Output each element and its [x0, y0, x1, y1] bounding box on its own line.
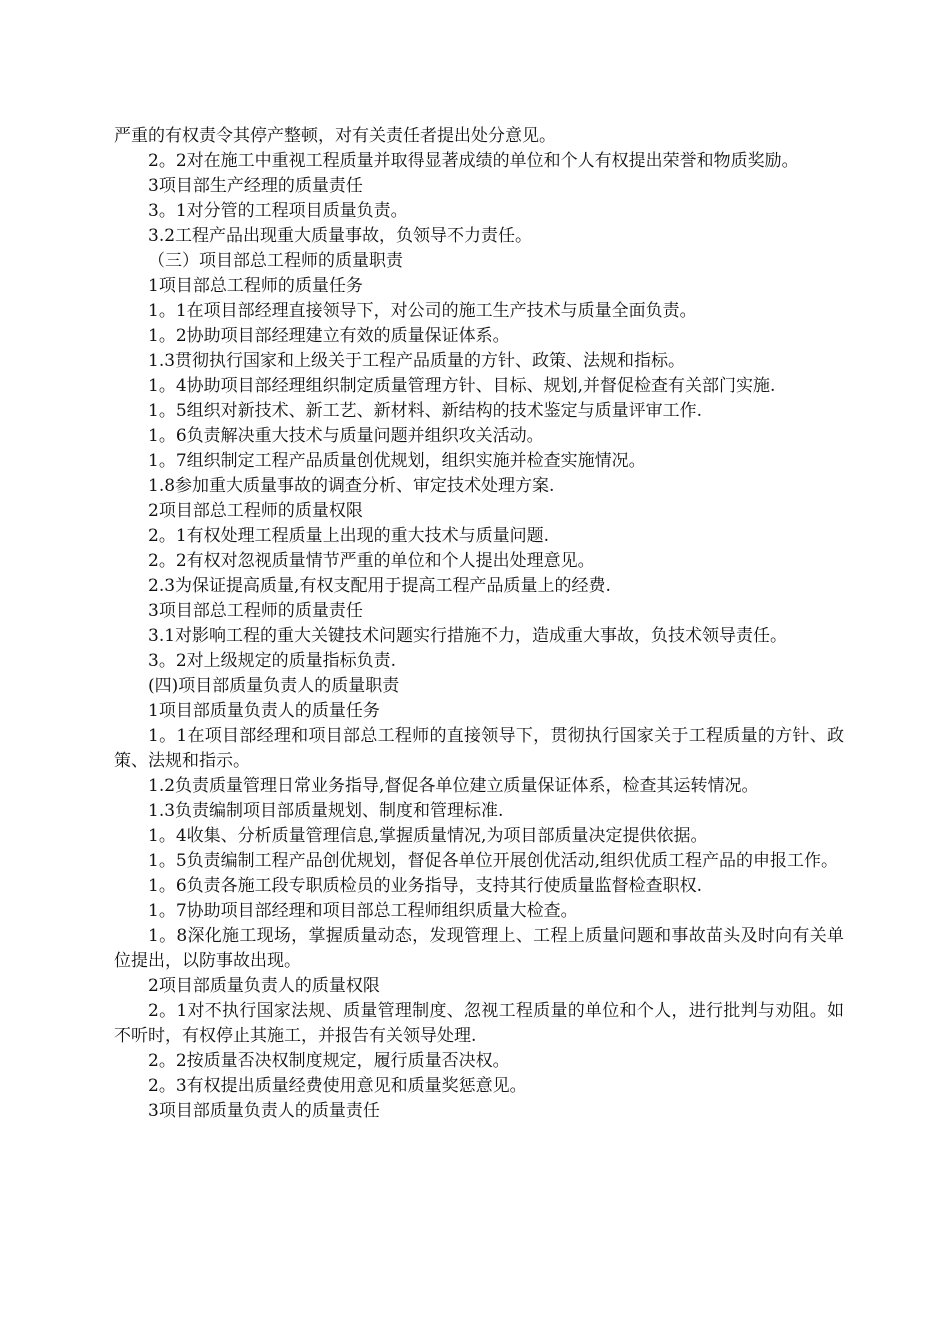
paragraph: 2。2对在施工中重视工程质量并取得显著成绩的单位和个人有权提出荣誉和物质奖励。: [148, 151, 799, 171]
paragraph: 1。4收集、分析质量管理信息,掌握质量情况,为项目部质量决定提供依据。: [148, 826, 708, 846]
chapter-heading: （三）项目部总工程师的质量职责: [148, 251, 403, 271]
paragraph: 2。1有权处理工程质量上出现的重大技术与质量问题.: [148, 526, 550, 546]
paragraph: 1.3贯彻执行国家和上级关于工程产品质量的方针、政策、法规和指标。: [148, 351, 686, 371]
paragraph: 1。2协助项目部经理建立有效的质量保证体系。: [148, 326, 510, 346]
paragraph: 2。1对不执行国家法规、质量管理制度、忽视工程质量的单位和个人，进行批判与劝阻。如不听时，有权停止其施工，并报告有关领导处理.: [114, 1001, 844, 1046]
paragraph: 1。6负责各施工段专职质检员的业务指导，支持其行使质量监督检查职权.: [148, 876, 703, 896]
paragraph: 2。2按质量否决权制度规定，履行质量否决权。: [148, 1051, 510, 1071]
document-body: [114, 124, 844, 1124]
paragraph: 1。5组织对新技术、新工艺、新材料、新结构的技术鉴定与质量评审工作.: [148, 401, 703, 421]
section-heading: 2项目部质量负责人的质量权限: [148, 976, 380, 996]
paragraph: 1。7组织制定工程产品质量创优规划，组织实施并检查实施情况。: [148, 451, 646, 471]
section-heading: 2项目部总工程师的质量权限: [148, 501, 363, 521]
section-heading: 1项目部总工程师的质量任务: [148, 276, 363, 296]
paragraph: 1.3负责编制项目部质量规划、制度和管理标准.: [148, 801, 504, 821]
paragraph: 1.8参加重大质量事故的调查分析、审定技术处理方案.: [148, 476, 555, 496]
paragraph: 2.3为保证提高质量,有权支配用于提高工程产品质量上的经费.: [148, 576, 611, 596]
section-heading: 3项目部总工程师的质量责任: [148, 601, 363, 621]
section-heading: 3项目部质量负责人的质量责任: [148, 1101, 380, 1121]
paragraph: 3.1对影响工程的重大关键技术问题实行措施不力，造成重大事故，负技术领导责任。: [148, 626, 788, 646]
paragraph: 1。7协助项目部经理和项目部总工程师组织质量大检查。: [148, 901, 578, 921]
paragraph: 严重的有权责令其停产整顿，对有关责任者提出处分意见。: [114, 126, 556, 146]
paragraph: 1。1在项目部经理和项目部总工程师的直接领导下，贯彻执行国家关于工程质量的方针、政策、法规和指示。: [114, 726, 844, 771]
paragraph: 3.2工程产品出现重大质量事故，负领导不力责任。: [148, 226, 533, 246]
paragraph: 1。5负责编制工程产品创优规划，督促各单位开展创优活动,组织优质工程产品的申报工作。: [148, 851, 839, 871]
paragraph: 1。4协助项目部经理组织制定质量管理方针、目标、规划,并督促检查有关部门实施.: [148, 376, 776, 396]
paragraph: 1。6负责解决重大技术与质量问题并组织攻关活动。: [148, 426, 544, 446]
section-heading: 3项目部生产经理的质量责任: [148, 176, 363, 196]
paragraph: 1。1在项目部经理直接领导下，对公司的施工生产技术与质量全面负责。: [148, 301, 697, 321]
paragraph: 1。8深化施工现场，掌握质量动态，发现管理上、工程上质量问题和事故苗头及时向有关单位提出，以防事故出现。: [114, 926, 844, 971]
paragraph: 2。2有权对忽视质量情节严重的单位和个人提出处理意见。: [148, 551, 595, 571]
paragraph: 3。1对分管的工程项目质量负责。: [148, 201, 408, 221]
paragraph: 3。2对上级规定的质量指标负责.: [148, 651, 397, 671]
chapter-heading: (四)项目部质量负责人的质量职责: [148, 676, 400, 696]
paragraph: 2。3有权提出质量经费使用意见和质量奖惩意见。: [148, 1076, 527, 1096]
paragraph: 1.2负责质量管理日常业务指导,督促各单位建立质量保证体系，检查其运转情况。: [148, 776, 759, 796]
section-heading: 1项目部质量负责人的质量任务: [148, 701, 380, 721]
